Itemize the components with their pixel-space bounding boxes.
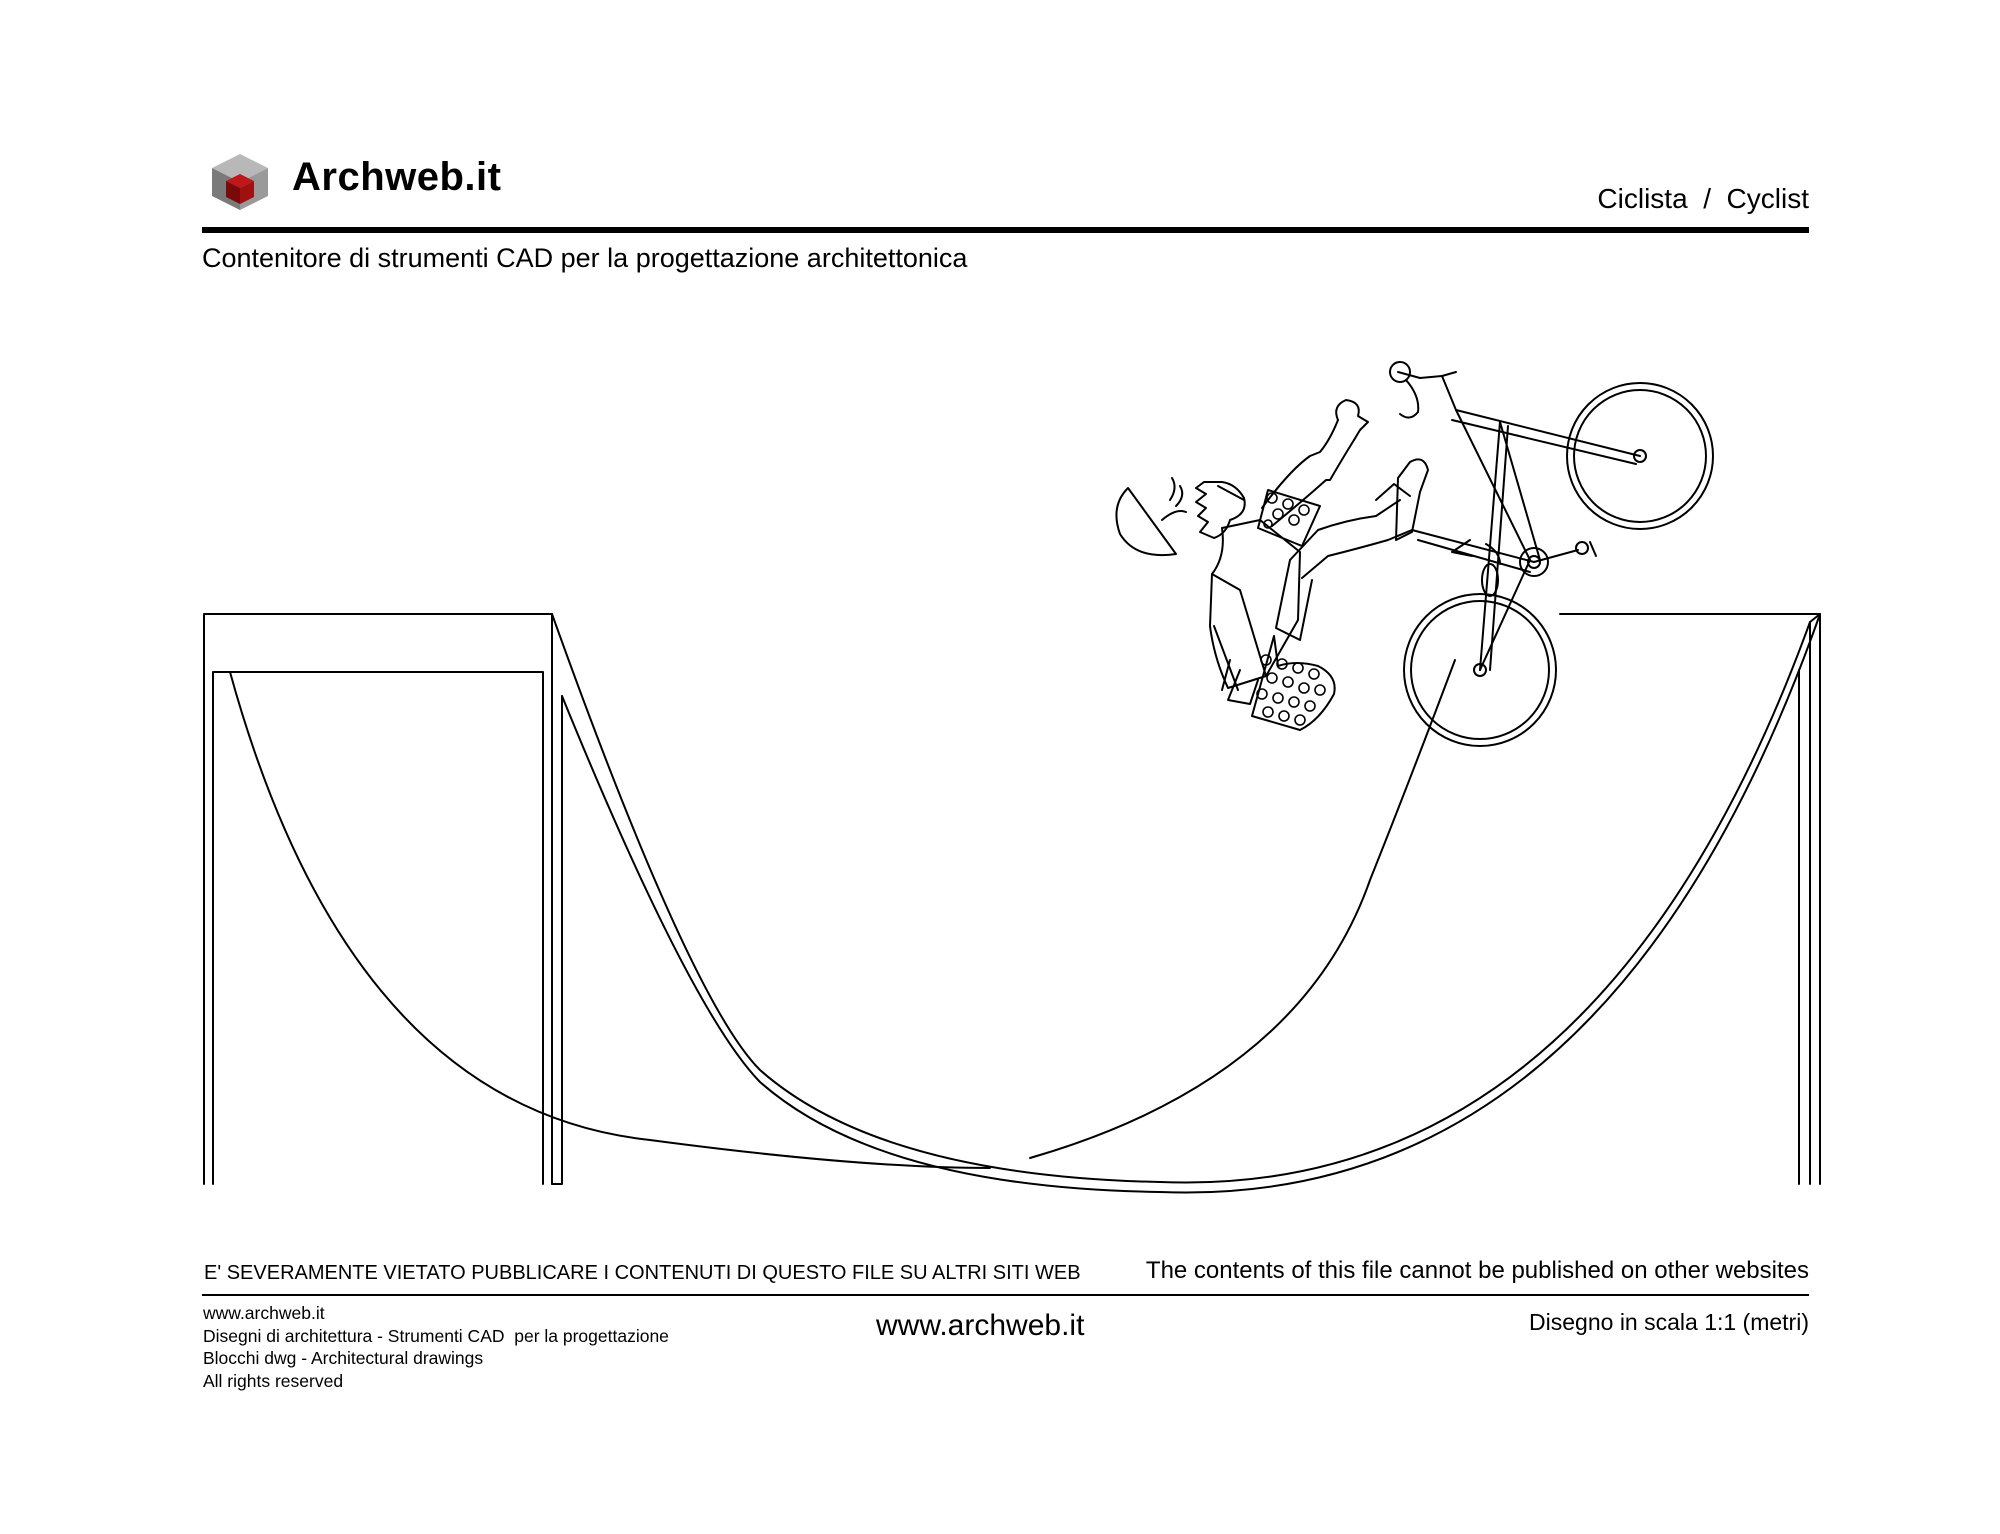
footer-credit-line: Blocchi dwg - Architectural drawings bbox=[203, 1348, 484, 1368]
rider-hand bbox=[1336, 400, 1368, 440]
rider-head bbox=[1196, 482, 1245, 538]
footer-credit-line: Disegni di architettura - Strumenti CAD per la progettazione bbox=[203, 1325, 669, 1346]
sheet-title: Ciclista / Cyclist bbox=[1597, 183, 1809, 214]
polka-dot-pattern bbox=[1257, 493, 1325, 725]
publishing-warning-english: The contents of this file cannot be published on other websites bbox=[1145, 1257, 1809, 1284]
sheet-subtitle: Contenitore di strumenti CAD per la progettazione architettonica bbox=[202, 243, 968, 273]
bicycle-icon bbox=[1390, 362, 1713, 746]
half-pipe-ramp bbox=[204, 614, 1820, 1193]
bmx-cyclist-figure bbox=[1116, 400, 1428, 730]
drawing-scale-note: Disegno in scala 1:1 (metri) bbox=[1529, 1309, 1809, 1335]
brand-name: Archweb.it bbox=[292, 155, 502, 199]
footer-credits bbox=[203, 1302, 669, 1392]
footer-credit-line: All rights reserved bbox=[203, 1370, 344, 1391]
bottom-rule-divider bbox=[202, 1294, 1809, 1296]
publishing-warning-italian: E' SEVERAMENTE VIETATO PUBBLICARE I CONTENUTI DI QUESTO FILE SU ALTRI SITI WEB bbox=[204, 1262, 1081, 1284]
helmet-icon bbox=[1116, 488, 1176, 555]
footer-credit-line: www.archweb.it bbox=[203, 1303, 325, 1323]
footer-website-link[interactable]: www.archweb.it bbox=[876, 1309, 1085, 1342]
